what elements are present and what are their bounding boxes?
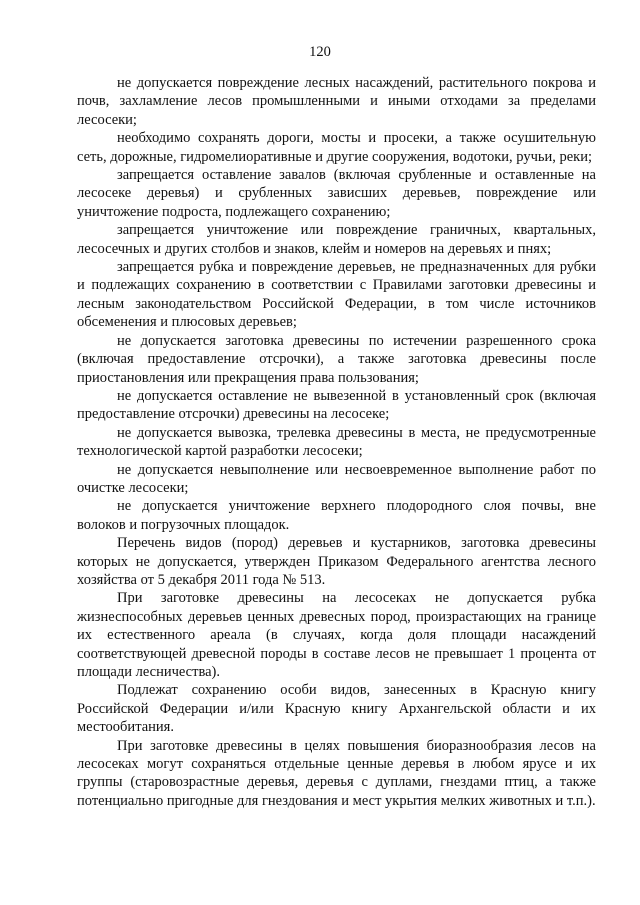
paragraph: не допускается повреждение лесных насаждений, растительного покрова и почв, захламление лесов промышленными и иными отходами за пределами лесосеки;	[77, 75, 596, 128]
paragraph: запрещается уничтожение или повреждение граничных, квартальных, лесосечных и других столбов и знаков, клейм и номеров на деревьях и пнях;	[77, 222, 596, 257]
paragraph: не допускается вывозка, трелевка древесины в места, не предусмотренные технологической картой разработки лесосеки;	[77, 424, 596, 460]
paragraph: Подлежат сохранению особи видов, занесенных в Красную книгу Российской Федерации и/или Красную книгу Архангельской области и их местообитания.	[77, 682, 596, 736]
paragraph: не допускается заготовка древесины по истечении разрешенного срока (включая предоставление отсрочки), а также заготовка древесины после приостановления или прекращения права пользования;	[77, 332, 596, 386]
paragraph: При заготовке древесины на лесосеках не допускается рубка жизнеспособных деревьев ценных древесных пород, произрастающих на границе их естественного ареала (в случаях, когда доля площади насаждений соответствующей древесной породы в составе лесов не превышает 1 процента от площади лесничества).	[77, 590, 596, 680]
page-body	[77, 74, 596, 810]
paragraph: При заготовке древесины в целях повышения биоразнообразия лесов на лесосеках могут сохраняться отдельные ценные деревья в любом ярусе и их группы (старовозрастные деревья, деревья с дуплами, гнездами птиц, а также потенциально пригодные для гнездования и мест укрытия мелких животных и т.п.).	[77, 737, 596, 809]
paragraph: не допускается невыполнение или несвоевременное выполнение работ по очистке лесосеки;	[77, 461, 596, 496]
paragraph: запрещается рубка и повреждение деревьев, не предназначенных для рубки и подлежащих сохранению в соответствии с Правилами заготовки древесины и лесным законодательством Российской Федерации, в том числе источников обсеменения и плюсовых деревьев;	[77, 259, 596, 331]
paragraph: Перечень видов (пород) деревьев и кустарников, заготовка древесины которых не допускается, утвержден Приказом Федерального агентства лесного хозяйства от 5 декабря 2011 года № 513.	[77, 535, 596, 588]
paragraph: не допускается оставление не вывезенной в установленный срок (включая предоставление отсрочки) древесины на лесосеке;	[77, 387, 596, 423]
paragraph: необходимо сохранять дороги, мосты и просеки, а также осушительную сеть, дорожные, гидромелиоративные и другие сооружения, водотоки, ручьи, реки;	[77, 130, 596, 165]
paragraph: запрещается оставление завалов (включая срубленные и оставленные на лесосеке деревья) и срубленных зависших деревьев, повреждение или уничтожение подроста, подлежащего сохранению;	[77, 167, 596, 220]
paragraph: не допускается уничтожение верхнего плодородного слоя почвы, вне волоков и погрузочных площадок.	[77, 498, 596, 533]
page-number: 120	[309, 44, 331, 60]
